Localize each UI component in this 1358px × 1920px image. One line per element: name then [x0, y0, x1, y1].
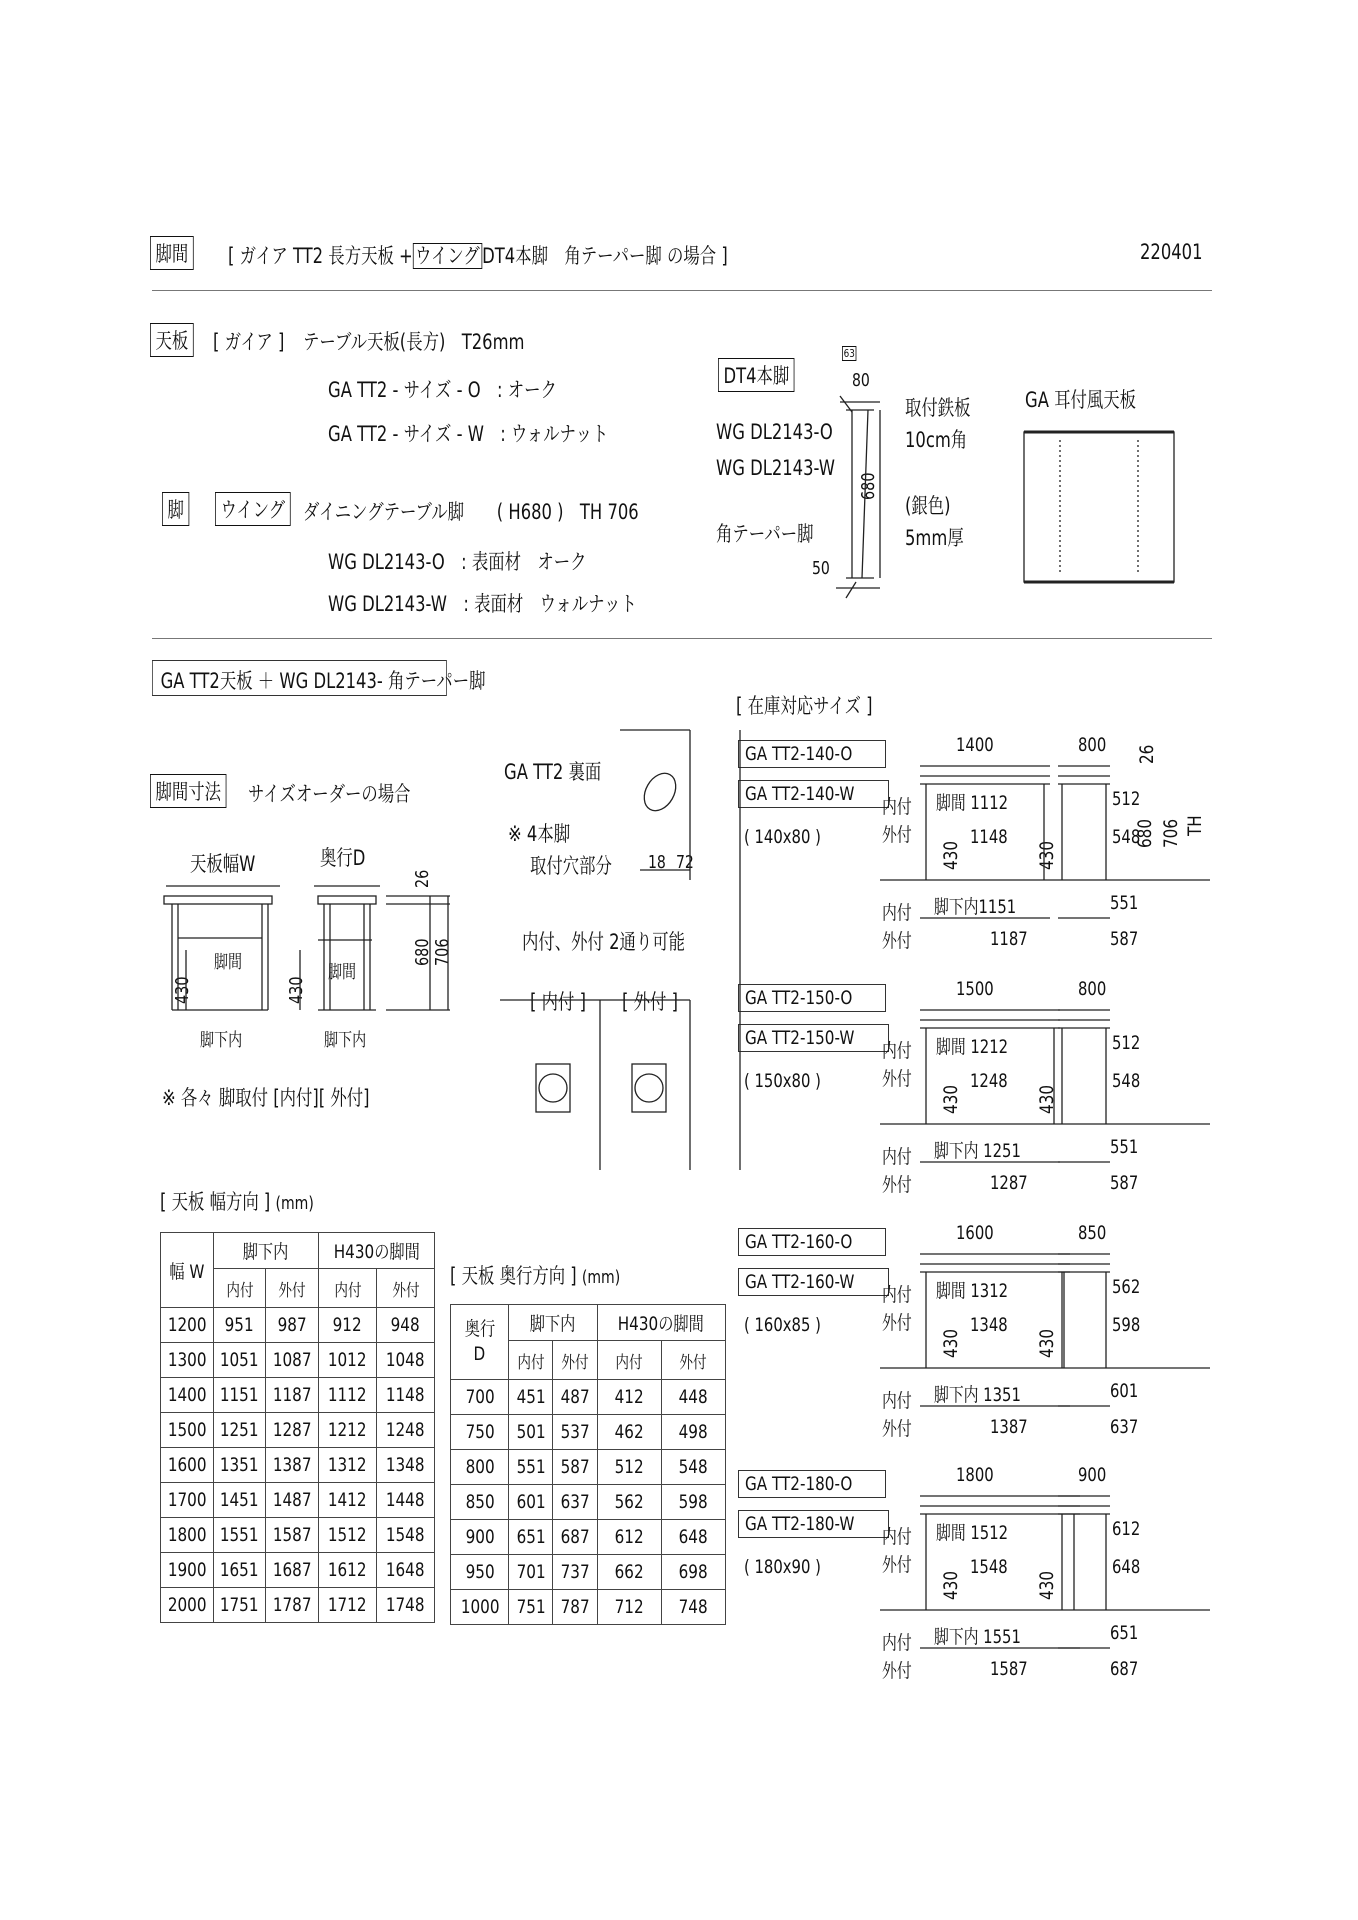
depth-in-value: 512 [1112, 788, 1141, 810]
value-cell: 1448 [377, 1483, 435, 1518]
value-cell: 712 [597, 1590, 661, 1625]
col-depth: 奥行 [464, 1318, 495, 1341]
dim-430: 430 [940, 1570, 962, 1600]
table-row [161, 1518, 435, 1553]
table-row [161, 1308, 435, 1343]
width-value: 1600 [956, 1222, 994, 1244]
underside-note1: ※ 4本脚 [508, 822, 571, 846]
value-cell: 1287 [266, 1413, 319, 1448]
value-cell: 1051 [213, 1343, 266, 1378]
depth-in-value: 512 [1112, 1032, 1141, 1054]
depth-table-title: [ 天板 奥行方向 ] [450, 1264, 577, 1288]
top-item-walnut: GA TT2 - サイズ - W : ウォルナット [328, 422, 609, 446]
model-code-oak-label: GA TT2-150-O [745, 987, 853, 1009]
value-cell: 1212 [319, 1413, 377, 1448]
outer-label: [ 外付 ] [622, 990, 678, 1014]
label-in: 内付 [882, 796, 912, 818]
outer-width-value: 1548 [970, 1556, 1008, 1578]
value-cell: 912 [319, 1308, 377, 1343]
kyakka-out-value: 1387 [990, 1416, 1028, 1438]
plate-3: (銀色) [905, 494, 951, 518]
value-cell: 1187 [266, 1378, 319, 1413]
depth-out-value: 648 [1112, 1556, 1141, 1578]
col-kyakka: 脚下内 [530, 1313, 576, 1336]
model-code-oak [738, 740, 886, 768]
width-table-caption [160, 1186, 314, 1216]
value-cell: 498 [661, 1415, 725, 1450]
row-key-cell: 1400 [161, 1378, 214, 1413]
leg-desc: ダイニングテーブル脚 ( H680 ) TH 706 [303, 500, 639, 524]
outer-width-value: 1348 [970, 1314, 1008, 1336]
col-in: 内付 [517, 1352, 545, 1373]
kyakka-depth-out: 687 [1110, 1658, 1139, 1680]
kyakka-depth-out: 587 [1110, 928, 1139, 950]
header-title [228, 240, 728, 270]
top-desc: テーブル天板(長方) T26mm [303, 330, 525, 354]
dim-430: 430 [1036, 1328, 1058, 1358]
col-out: 外付 [561, 1352, 589, 1373]
value-cell: 748 [661, 1590, 725, 1625]
depth-out-value: 548 [1112, 1070, 1141, 1092]
table-row [161, 1588, 435, 1623]
value-cell: 562 [597, 1485, 661, 1520]
row-key-cell: 850 [451, 1485, 509, 1520]
section2-box-label: GA TT2天板 ＋ WG DL2143- 角テーパー脚 [160, 669, 486, 693]
dt4-top-width: 80 [852, 370, 870, 391]
label-in: 内付 [882, 1284, 912, 1306]
header-title-post: DT4本脚 角テーパー脚 の場合 ] [482, 244, 728, 268]
underside-note2: 取付穴部分 [530, 854, 612, 878]
divider [152, 290, 1212, 291]
value-cell: 587 [553, 1450, 597, 1485]
kyakka-value: 脚下内 1351 [934, 1384, 1021, 1406]
col-depth-d: D [473, 1343, 486, 1365]
row-key-cell: 1200 [161, 1308, 214, 1343]
value-cell: 737 [553, 1555, 597, 1590]
depth-table-unit: (mm) [581, 1267, 621, 1288]
leg-item-oak: WG DL2143-O : 表面材 オーク [328, 550, 587, 574]
hole-18: 18 [648, 852, 666, 873]
table-row [161, 1448, 435, 1483]
depth-table-caption [450, 1260, 620, 1290]
value-cell: 448 [661, 1380, 725, 1415]
dim-26: 26 [412, 869, 433, 888]
th-label: TH [1184, 815, 1206, 836]
dim-430: 430 [940, 840, 962, 870]
kyakka-depth-in: 551 [1110, 892, 1139, 914]
value-cell: 1048 [377, 1343, 435, 1378]
value-cell: 1512 [319, 1518, 377, 1553]
kyakkan-b: 脚間 [328, 962, 357, 983]
top-brand: [ ガイア ] [213, 330, 285, 354]
width-value: 1800 [956, 1464, 994, 1486]
col-in: 内付 [615, 1352, 643, 1373]
value-cell: 1551 [213, 1518, 266, 1553]
kyakkan-value: 脚間 1212 [936, 1036, 1009, 1058]
table-row [451, 1415, 726, 1450]
value-cell: 787 [553, 1590, 597, 1625]
value-cell: 512 [597, 1450, 661, 1485]
value-cell: 687 [553, 1520, 597, 1555]
col-out: 外付 [278, 1280, 306, 1301]
value-cell: 612 [597, 1520, 661, 1555]
value-cell: 948 [377, 1308, 435, 1343]
value-cell: 1251 [213, 1413, 266, 1448]
kyakka-value: 脚下内 1251 [934, 1140, 1021, 1162]
width-table-unit: (mm) [275, 1193, 314, 1214]
leg-item-walnut: WG DL2143-W : 表面材 ウォルナット [328, 592, 637, 616]
value-cell: 651 [509, 1520, 553, 1555]
kyakkan-value: 脚間 1312 [936, 1280, 1009, 1302]
width-value: 1400 [956, 734, 994, 756]
value-cell: 1712 [319, 1588, 377, 1623]
value-cell: 1687 [266, 1553, 319, 1588]
kyakkan-value: 脚間 1112 [936, 792, 1009, 814]
section2-box [152, 660, 486, 696]
kyakka-depth-in: 601 [1110, 1380, 1139, 1402]
size-dim: ( 150x80 ) [744, 1070, 821, 1092]
row-key-cell: 700 [451, 1380, 509, 1415]
model-code-walnut [738, 1510, 889, 1538]
underside-title: GA TT2 裏面 [504, 760, 602, 784]
size-dim: ( 180x90 ) [744, 1556, 821, 1578]
col-out: 外付 [679, 1352, 707, 1373]
value-cell: 537 [553, 1415, 597, 1450]
col-out: 外付 [391, 1280, 420, 1301]
dim-680: 680 [412, 938, 433, 966]
header-title-box: ウイング [413, 243, 482, 269]
col-in: 内付 [225, 1280, 254, 1301]
size-dim: ( 160x85 ) [744, 1314, 821, 1336]
dt4-kind: 角テーパー脚 [716, 522, 814, 546]
label-out: 外付 [882, 1554, 912, 1576]
kyakka-out-value: 1587 [990, 1658, 1028, 1680]
label-in: 内付 [882, 1632, 912, 1654]
kyakka-b: 脚下内 [324, 1030, 367, 1051]
col-in: 内付 [333, 1280, 362, 1301]
depth-out-value: 548 [1112, 826, 1141, 848]
model-code-oak [738, 984, 886, 1012]
label-in: 内付 [882, 1146, 912, 1168]
value-cell: 1651 [213, 1553, 266, 1588]
dim-706: 706 [1160, 818, 1182, 848]
plate-1: 取付鉄板 [905, 396, 971, 420]
col-width: 幅 W [169, 1260, 205, 1283]
dt4-model-w: WG DL2143-W [716, 456, 835, 480]
dt4-small-box: 63 [843, 347, 855, 360]
row-key-cell: 950 [451, 1555, 509, 1590]
dim-706: 706 [432, 938, 453, 966]
col-h430: H430の脚間 [618, 1313, 705, 1336]
plate-2: 10cm角 [905, 428, 968, 452]
table-row [451, 1380, 726, 1415]
two-way-note: 内付、外付 2通り可能 [522, 930, 686, 954]
kyakka-depth-out: 637 [1110, 1416, 1139, 1438]
value-cell: 1587 [266, 1518, 319, 1553]
width-label: 天板幅W [190, 852, 256, 876]
value-cell: 701 [509, 1555, 553, 1590]
label-out: 外付 [882, 1418, 912, 1440]
kyakka-value: 脚下内1151 [934, 896, 1017, 918]
dim-430-b: 430 [286, 976, 307, 1004]
ga-mimi-title: GA 耳付風天板 [1025, 388, 1137, 412]
value-cell: 598 [661, 1485, 725, 1520]
table-row [451, 1450, 726, 1485]
kyakka-out-value: 1187 [990, 928, 1028, 950]
value-cell: 1412 [319, 1483, 377, 1518]
value-cell: 1748 [377, 1588, 435, 1623]
width-table-title: [ 天板 幅方向 ] [160, 1190, 271, 1214]
outer-width-value: 1248 [970, 1070, 1008, 1092]
row-key-cell: 1900 [161, 1553, 214, 1588]
value-cell: 751 [509, 1590, 553, 1625]
top-item-oak: GA TT2 - サイズ - O : オーク [328, 378, 557, 402]
dim-430: 430 [940, 1328, 962, 1358]
kyakkan-a: 脚間 [214, 952, 243, 973]
table-row [161, 1553, 435, 1588]
model-code-walnut [738, 1024, 889, 1052]
value-cell: 1648 [377, 1553, 435, 1588]
dim-430: 430 [1036, 1084, 1058, 1114]
value-cell: 1387 [266, 1448, 319, 1483]
outer-width-value: 1148 [970, 826, 1008, 848]
label-out: 外付 [882, 1068, 912, 1090]
table-row [451, 1520, 726, 1555]
model-code-walnut-label: GA TT2-180-W [745, 1513, 855, 1535]
depth-value: 900 [1078, 1464, 1107, 1486]
stock-title: [ 在庫対応サイズ ] [736, 694, 873, 718]
value-cell: 601 [509, 1485, 553, 1520]
value-cell: 1487 [266, 1483, 319, 1518]
value-cell: 1312 [319, 1448, 377, 1483]
label-out: 外付 [882, 824, 912, 846]
inner-label: [ 内付 ] [530, 990, 586, 1014]
row-key-cell: 900 [451, 1520, 509, 1555]
table-row [161, 1343, 435, 1378]
plate-4: 5mm厚 [905, 526, 964, 550]
model-code-walnut-label: GA TT2-140-W [745, 783, 855, 805]
value-cell: 1112 [319, 1378, 377, 1413]
kyakka-depth-in: 551 [1110, 1136, 1139, 1158]
value-cell: 412 [597, 1380, 661, 1415]
value-cell: 1351 [213, 1448, 266, 1483]
dim-26: 26 [1136, 744, 1158, 764]
value-cell: 1751 [213, 1588, 266, 1623]
kyakka-out-value: 1287 [990, 1172, 1028, 1194]
model-code-walnut [738, 780, 889, 808]
row-key-cell: 1300 [161, 1343, 214, 1378]
doc-code: 220401 [1140, 240, 1203, 264]
row-key-cell: 1000 [451, 1590, 509, 1625]
depth-value: 800 [1078, 734, 1107, 756]
top-tag: 天板 [150, 323, 194, 357]
dim-430-a: 430 [172, 976, 193, 1004]
leg-brand: ウイング [215, 492, 291, 526]
table-row [161, 1413, 435, 1448]
size-order-tag: 脚間寸法 [150, 774, 226, 808]
table-row [161, 1378, 435, 1413]
label-in: 内付 [882, 902, 912, 924]
depth-value: 800 [1078, 978, 1107, 1000]
table-row [451, 1485, 726, 1520]
row-key-cell: 750 [451, 1415, 509, 1450]
value-cell: 1451 [213, 1483, 266, 1518]
dt4-model-o: WG DL2143-O [716, 420, 833, 444]
value-cell: 662 [597, 1555, 661, 1590]
value-cell: 1087 [266, 1343, 319, 1378]
dt4-tag: DT4本脚 [718, 358, 795, 392]
value-cell: 1148 [377, 1378, 435, 1413]
dim-430: 430 [1036, 840, 1058, 870]
table-row [451, 1555, 726, 1590]
kyakkan-value: 脚間 1512 [936, 1522, 1009, 1544]
depth-out-value: 598 [1112, 1314, 1141, 1336]
value-cell: 1248 [377, 1413, 435, 1448]
depth-in-value: 612 [1112, 1518, 1141, 1540]
value-cell: 987 [266, 1308, 319, 1343]
model-code-oak [738, 1228, 886, 1256]
mount-note: ※ 各々 脚取付 [内付][ 外付] [162, 1086, 370, 1110]
leg-tag: 脚 [162, 492, 189, 526]
depth-table [450, 1304, 726, 1625]
divider [152, 638, 1212, 639]
value-cell: 1012 [319, 1343, 377, 1378]
ga-mimi-top [1024, 432, 1174, 582]
label-out: 外付 [882, 1312, 912, 1334]
value-cell: 462 [597, 1415, 661, 1450]
value-cell: 1612 [319, 1553, 377, 1588]
model-code-oak-label: GA TT2-180-O [745, 1473, 853, 1495]
row-key-cell: 1500 [161, 1413, 214, 1448]
dt4-bottom-width: 50 [812, 558, 830, 579]
model-code-walnut-label: GA TT2-160-W [745, 1271, 855, 1293]
table-row [161, 1483, 435, 1518]
dim-430: 430 [940, 1084, 962, 1114]
width-value: 1500 [956, 978, 994, 1000]
label-in: 内付 [882, 1526, 912, 1548]
label-out: 外付 [882, 1174, 912, 1196]
kyakka-depth-out: 587 [1110, 1172, 1139, 1194]
label-out: 外付 [882, 1660, 912, 1682]
row-key-cell: 1600 [161, 1448, 214, 1483]
value-cell: 698 [661, 1555, 725, 1590]
kyakka-value: 脚下内 1551 [934, 1626, 1021, 1648]
value-cell: 487 [553, 1380, 597, 1415]
model-code-walnut [738, 1268, 889, 1296]
width-table [160, 1232, 435, 1623]
depth-value: 850 [1078, 1222, 1107, 1244]
depth-in-value: 562 [1112, 1276, 1141, 1298]
label-in: 内付 [882, 1390, 912, 1412]
hole-72: 72 [676, 852, 694, 873]
size-order-label: サイズオーダーの場合 [248, 782, 411, 806]
col-kyakka: 脚下内 [243, 1241, 289, 1264]
row-key-cell: 1700 [161, 1483, 214, 1518]
label-out: 外付 [882, 930, 912, 952]
value-cell: 1348 [377, 1448, 435, 1483]
kyakka-a: 脚下内 [200, 1030, 243, 1051]
value-cell: 1151 [213, 1378, 266, 1413]
row-key-cell: 2000 [161, 1588, 214, 1623]
model-code-walnut-label: GA TT2-150-W [745, 1027, 855, 1049]
value-cell: 1787 [266, 1588, 319, 1623]
value-cell: 1548 [377, 1518, 435, 1553]
row-key-cell: 800 [451, 1450, 509, 1485]
value-cell: 451 [509, 1380, 553, 1415]
dim-430: 430 [1036, 1570, 1058, 1600]
model-code-oak-label: GA TT2-160-O [745, 1231, 853, 1253]
depth-label: 奥行D [320, 846, 366, 870]
kyakka-depth-in: 651 [1110, 1622, 1139, 1644]
value-cell: 951 [213, 1308, 266, 1343]
value-cell: 548 [661, 1450, 725, 1485]
size-dim: ( 140x80 ) [744, 826, 821, 848]
value-cell: 637 [553, 1485, 597, 1520]
header-tag: 脚間 [150, 236, 194, 270]
header-title-pre: [ ガイア TT2 長方天板 + [228, 244, 413, 268]
dim-680: 680 [1134, 818, 1156, 848]
label-in: 内付 [882, 1040, 912, 1062]
row-key-cell: 1800 [161, 1518, 214, 1553]
model-code-oak-label: GA TT2-140-O [745, 743, 853, 765]
table-row [451, 1590, 726, 1625]
col-h430: H430の脚間 [333, 1241, 420, 1264]
model-code-oak [738, 1470, 886, 1498]
value-cell: 551 [509, 1450, 553, 1485]
value-cell: 501 [509, 1415, 553, 1450]
dt4-height: 680 [858, 472, 879, 500]
value-cell: 648 [661, 1520, 725, 1555]
